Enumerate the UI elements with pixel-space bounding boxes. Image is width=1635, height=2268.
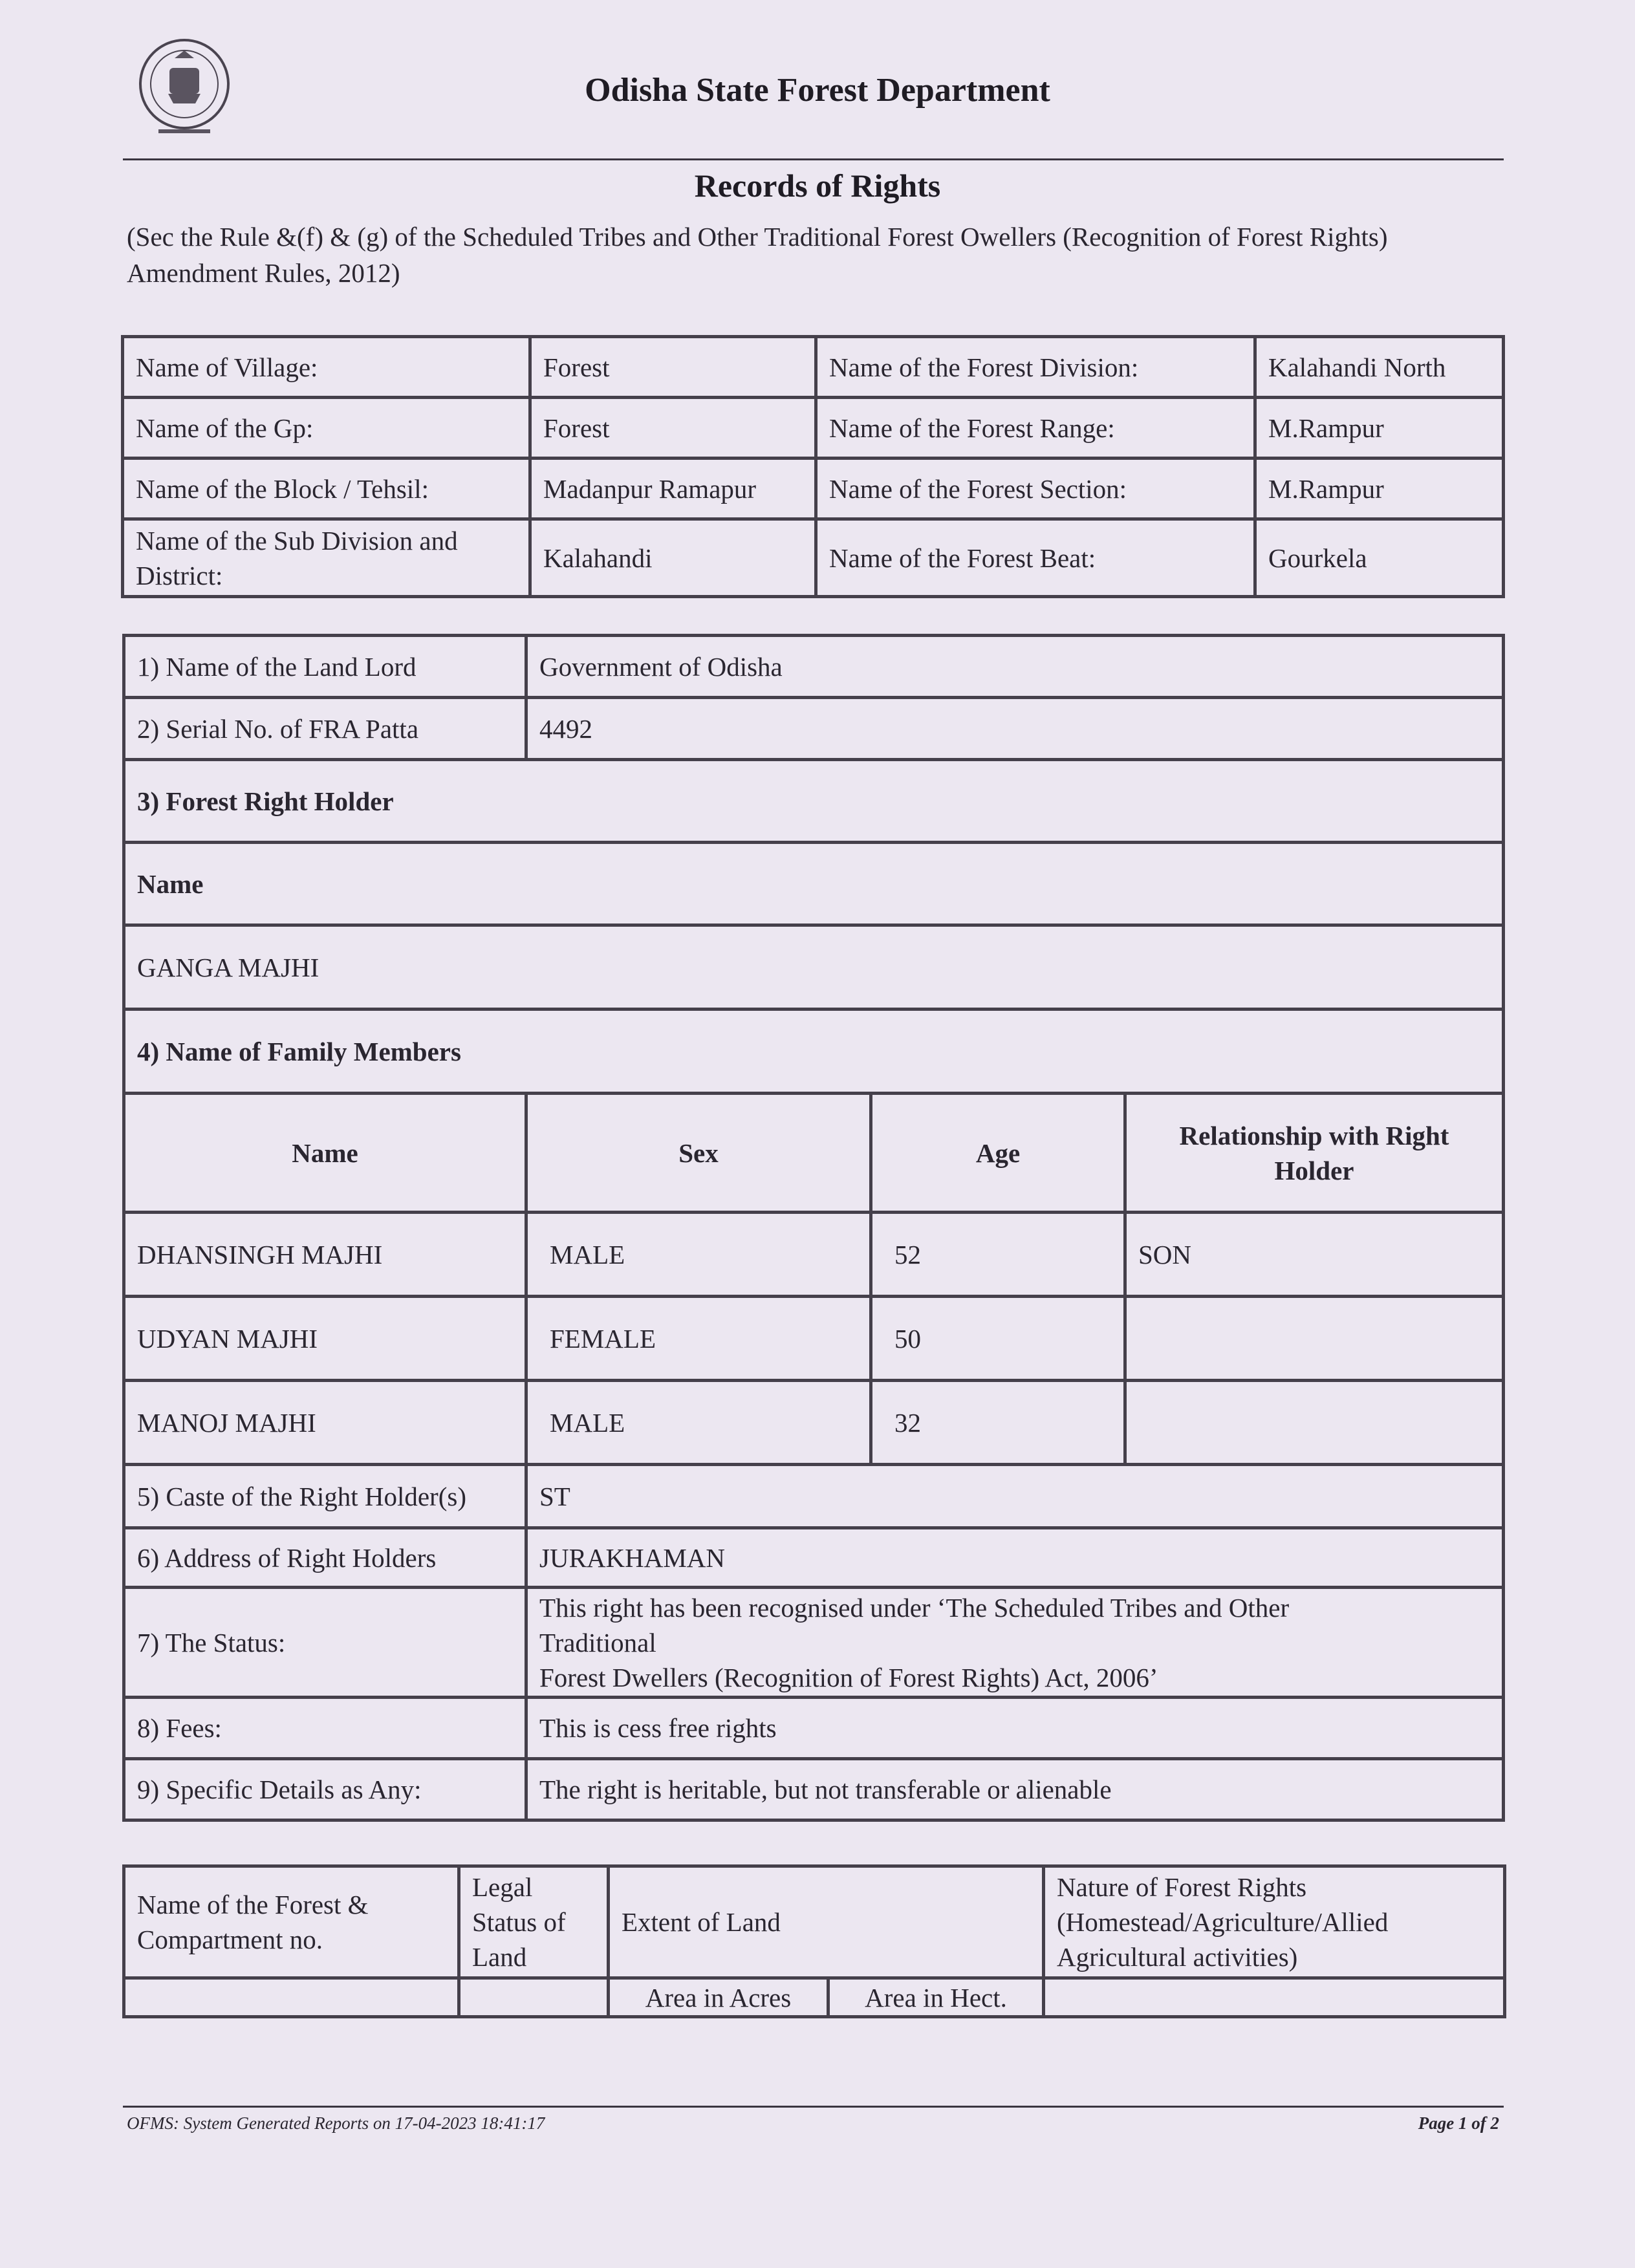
member-sex: MALE bbox=[526, 1381, 871, 1465]
land-col-nature: Nature of Forest Rights (Homestead/Agriculture/Allied Agricultural activities) bbox=[1044, 1866, 1505, 1978]
holder-name-label: Name bbox=[124, 843, 1504, 925]
village-label: Name of Village: bbox=[123, 337, 530, 398]
land-sub-acres: Area in Acres bbox=[609, 1978, 828, 2017]
department-title: Odisha State Forest Department bbox=[585, 72, 1050, 109]
land-table bbox=[122, 1864, 1506, 2018]
beat-value: Gourkela bbox=[1255, 519, 1504, 597]
caste-label: 5) Caste of the Right Holder(s) bbox=[124, 1465, 526, 1528]
table-row bbox=[124, 1759, 1504, 1820]
division-value: Kalahandi North bbox=[1255, 337, 1504, 398]
holder-heading: 3) Forest Right Holder bbox=[124, 760, 1504, 843]
member-age: 32 bbox=[871, 1381, 1125, 1465]
table-row bbox=[123, 337, 1504, 398]
header-rule bbox=[123, 158, 1504, 160]
status-label: 7) The Status: bbox=[124, 1588, 526, 1698]
member-name: UDYAN MAJHI bbox=[124, 1297, 526, 1381]
serial-label: 2) Serial No. of FRA Patta bbox=[124, 698, 526, 760]
table-row bbox=[124, 760, 1504, 843]
table-row bbox=[124, 1010, 1504, 1094]
table-row bbox=[123, 398, 1504, 459]
village-value: Forest bbox=[530, 337, 816, 398]
specific-details-value: The right is heritable, but not transferable or alienable bbox=[526, 1759, 1504, 1820]
table-row bbox=[123, 459, 1504, 519]
table-row bbox=[124, 1094, 1504, 1213]
land-cell-forest bbox=[124, 1978, 459, 2017]
block-label: Name of the Block / Tehsil: bbox=[123, 459, 530, 519]
member-relationship: SON bbox=[1125, 1213, 1504, 1297]
landlord-value: Government of Odisha bbox=[526, 636, 1504, 698]
member-name: DHANSINGH MAJHI bbox=[124, 1213, 526, 1297]
rule-reference: (Sec the Rule &(f) & (g) of the Scheduled Tribes and Other Traditional Forest Owellers (Recognition of Forest Rights) Amendment Rules, 2012) bbox=[127, 222, 1388, 288]
table-row bbox=[124, 1381, 1504, 1465]
landlord-label: 1) Name of the Land Lord bbox=[124, 636, 526, 698]
land-cell-legal bbox=[459, 1978, 609, 2017]
holder-name-value: GANGA MAJHI bbox=[124, 925, 1504, 1010]
document-title: Records of Rights bbox=[694, 167, 941, 204]
section-label: Name of the Forest Section: bbox=[816, 459, 1255, 519]
member-relationship bbox=[1125, 1297, 1504, 1381]
table-row bbox=[124, 698, 1504, 760]
table-row bbox=[124, 843, 1504, 925]
family-col-name: Name bbox=[124, 1094, 526, 1213]
land-col-legal-status: Legal Status of Land bbox=[459, 1866, 609, 1978]
range-label: Name of the Forest Range: bbox=[816, 398, 1255, 459]
member-relationship bbox=[1125, 1381, 1504, 1465]
family-heading: 4) Name of Family Members bbox=[124, 1010, 1504, 1094]
location-table bbox=[121, 335, 1505, 598]
member-age: 50 bbox=[871, 1297, 1125, 1381]
table-row bbox=[123, 519, 1504, 597]
specific-details-label: 9) Specific Details as Any: bbox=[124, 1759, 526, 1820]
member-sex: MALE bbox=[526, 1213, 871, 1297]
section-value: M.Rampur bbox=[1255, 459, 1504, 519]
land-cell-nature bbox=[1044, 1978, 1505, 2017]
caste-value: ST bbox=[526, 1465, 1504, 1528]
status-line-1: This right has been recognised under ‘The Scheduled Tribes and Other Traditional bbox=[539, 1592, 1290, 1658]
fees-value: This is cess free rights bbox=[526, 1698, 1504, 1759]
table-row bbox=[124, 1866, 1505, 1978]
footer-rule bbox=[123, 2106, 1504, 2108]
generated-timestamp: OFMS: System Generated Reports on 17-04-2023 18:41:17 bbox=[127, 2113, 545, 2133]
beat-label: Name of the Forest Beat: bbox=[816, 519, 1255, 597]
block-value: Madanpur Ramapur bbox=[530, 459, 816, 519]
table-row bbox=[124, 925, 1504, 1010]
gp-value: Forest bbox=[530, 398, 816, 459]
family-col-age: Age bbox=[871, 1094, 1125, 1213]
land-col-forest: Name of the Forest & Compartment no. bbox=[124, 1866, 459, 1978]
family-col-sex: Sex bbox=[526, 1094, 871, 1213]
member-sex: FEMALE bbox=[526, 1297, 871, 1381]
gp-label: Name of the Gp: bbox=[123, 398, 530, 459]
table-row bbox=[124, 1297, 1504, 1381]
record-table bbox=[122, 634, 1505, 1822]
table-row bbox=[124, 1213, 1504, 1297]
page-number: Page 1 of 2 bbox=[1418, 2113, 1499, 2133]
range-value: M.Rampur bbox=[1255, 398, 1504, 459]
serial-value: 4492 bbox=[526, 698, 1504, 760]
fees-label: 8) Fees: bbox=[124, 1698, 526, 1759]
land-col-extent: Extent of Land bbox=[609, 1866, 1044, 1978]
member-name: MANOJ MAJHI bbox=[124, 1381, 526, 1465]
status-line-2: Forest Dwellers (Recognition of Forest Rights) Act, 2006’ bbox=[539, 1662, 1158, 1692]
table-row bbox=[124, 1465, 1504, 1528]
table-row bbox=[124, 1588, 1504, 1698]
table-row bbox=[124, 1978, 1505, 2017]
subdivision-label: Name of the Sub Division and District: bbox=[123, 519, 530, 597]
family-col-relationship: Relationship with Right Holder bbox=[1125, 1094, 1504, 1213]
table-row bbox=[124, 1528, 1504, 1588]
land-sub-hect: Area in Hect. bbox=[828, 1978, 1044, 2017]
subdivision-value: Kalahandi bbox=[530, 519, 816, 597]
table-row bbox=[124, 1698, 1504, 1759]
status-value bbox=[526, 1588, 1504, 1698]
member-age: 52 bbox=[871, 1213, 1125, 1297]
table-row bbox=[124, 636, 1504, 698]
address-label: 6) Address of Right Holders bbox=[124, 1528, 526, 1588]
division-label: Name of the Forest Division: bbox=[816, 337, 1255, 398]
address-value: JURAKHAMAN bbox=[526, 1528, 1504, 1588]
